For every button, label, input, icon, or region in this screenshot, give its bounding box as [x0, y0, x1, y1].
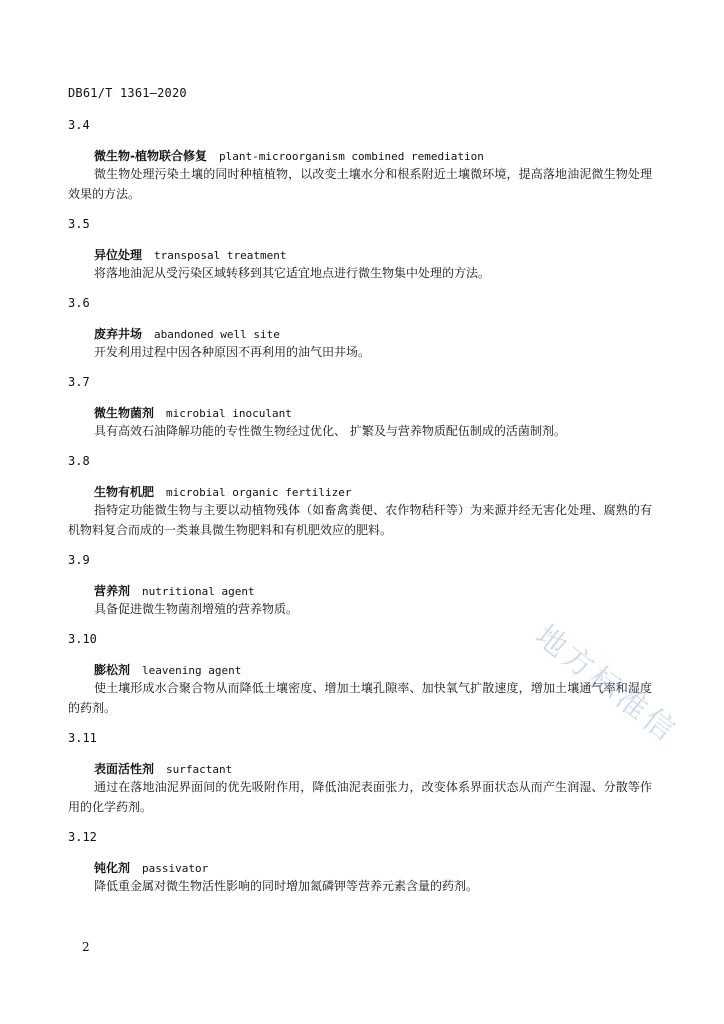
term-english: microbial inoculant: [166, 407, 292, 420]
term-chinese: 钝化剂: [94, 861, 131, 875]
term-definition: 使土壤形成水合聚合物从而降低土壤密度、增加土壤孔隙率、加快氧气扩散速度，增加土壤通气率和湿度的药剂。: [68, 681, 652, 715]
term-definition: 通过在落地油泥界面间的优先吸附作用，降低油泥表面张力，改变体系界面状态从而产生润湿、分散等作用的化学药剂。: [68, 780, 652, 814]
clause-number: 3.8: [68, 454, 90, 468]
term-english: surfactant: [166, 763, 233, 776]
term-english: plant-microorganism combined remediation: [218, 150, 484, 163]
term-chinese: 生物有机肥: [94, 485, 155, 499]
term-chinese: 营养剂: [94, 584, 131, 598]
clause-number: 3.4: [68, 118, 90, 132]
term-chinese: 膨松剂: [94, 663, 131, 677]
clause-number: 3.7: [68, 375, 90, 389]
clause-number: 3.9: [68, 553, 90, 567]
watermark: 地方标准信: [528, 618, 685, 751]
term-english: transposal treatment: [154, 249, 287, 262]
clause-number: 3.10: [68, 632, 97, 646]
term-english: leavening agent: [142, 664, 242, 677]
term-definition: 微生物处理污染土壤的同时种植植物，以改变土壤水分和根系附近土壤微环境，提高落地油泥微生物处理效果的方法。: [68, 167, 652, 201]
term-entry: [68, 116, 652, 204]
document-code: DB61/T 1361—2020: [68, 86, 187, 100]
term-entry: [68, 551, 652, 619]
clause-number: 3.11: [68, 731, 97, 745]
term-entry: [68, 294, 652, 362]
page-number: 2: [82, 940, 90, 954]
clause-number: 3.5: [68, 217, 90, 231]
term-chinese: 表面活性剂: [94, 762, 155, 776]
term-definition: 具备促进微生物菌剂增殖的营养物质。: [94, 602, 299, 616]
term-entry: [68, 215, 652, 283]
term-chinese: 微生物菌剂: [94, 406, 155, 420]
term-chinese: 异位处理: [94, 248, 143, 262]
term-definition: 指特定功能微生物与主要以动植物残体（如畜禽粪便、农作物秸秆等）为来源并经无害化处理、腐熟的有机物料复合而成的一类兼具微生物肥料和有机肥效应的肥料。: [68, 503, 652, 537]
term-english: passivator: [142, 862, 209, 875]
term-definition: 开发利用过程中因各种原因不再利用的油气田井场。: [94, 345, 371, 359]
term-definition: 具有高效石油降解功能的专性微生物经过优化、 扩繁及与营养物质配伍制成的活菌制剂。: [94, 424, 566, 438]
term-english: nutritional agent: [142, 585, 255, 598]
term-entry: [68, 828, 652, 896]
term-definition: 降低重金属对微生物活性影响的同时增加氮磷钾等营养元素含量的药剂。: [94, 879, 479, 893]
term-entry: [68, 729, 652, 817]
term-chinese: 微生物-植物联合修复: [94, 149, 207, 163]
term-entry: [68, 452, 652, 540]
terms-list: [68, 116, 652, 907]
term-english: microbial organic fertilizer: [166, 486, 352, 499]
clause-number: 3.12: [68, 830, 97, 844]
term-entry: [68, 373, 652, 441]
term-english: abandoned well site: [154, 328, 280, 341]
term-definition: 将落地油泥从受污染区域转移到其它适宜地点进行微生物集中处理的方法。: [94, 266, 491, 280]
clause-number: 3.6: [68, 296, 90, 310]
term-chinese: 废弃井场: [94, 327, 143, 341]
